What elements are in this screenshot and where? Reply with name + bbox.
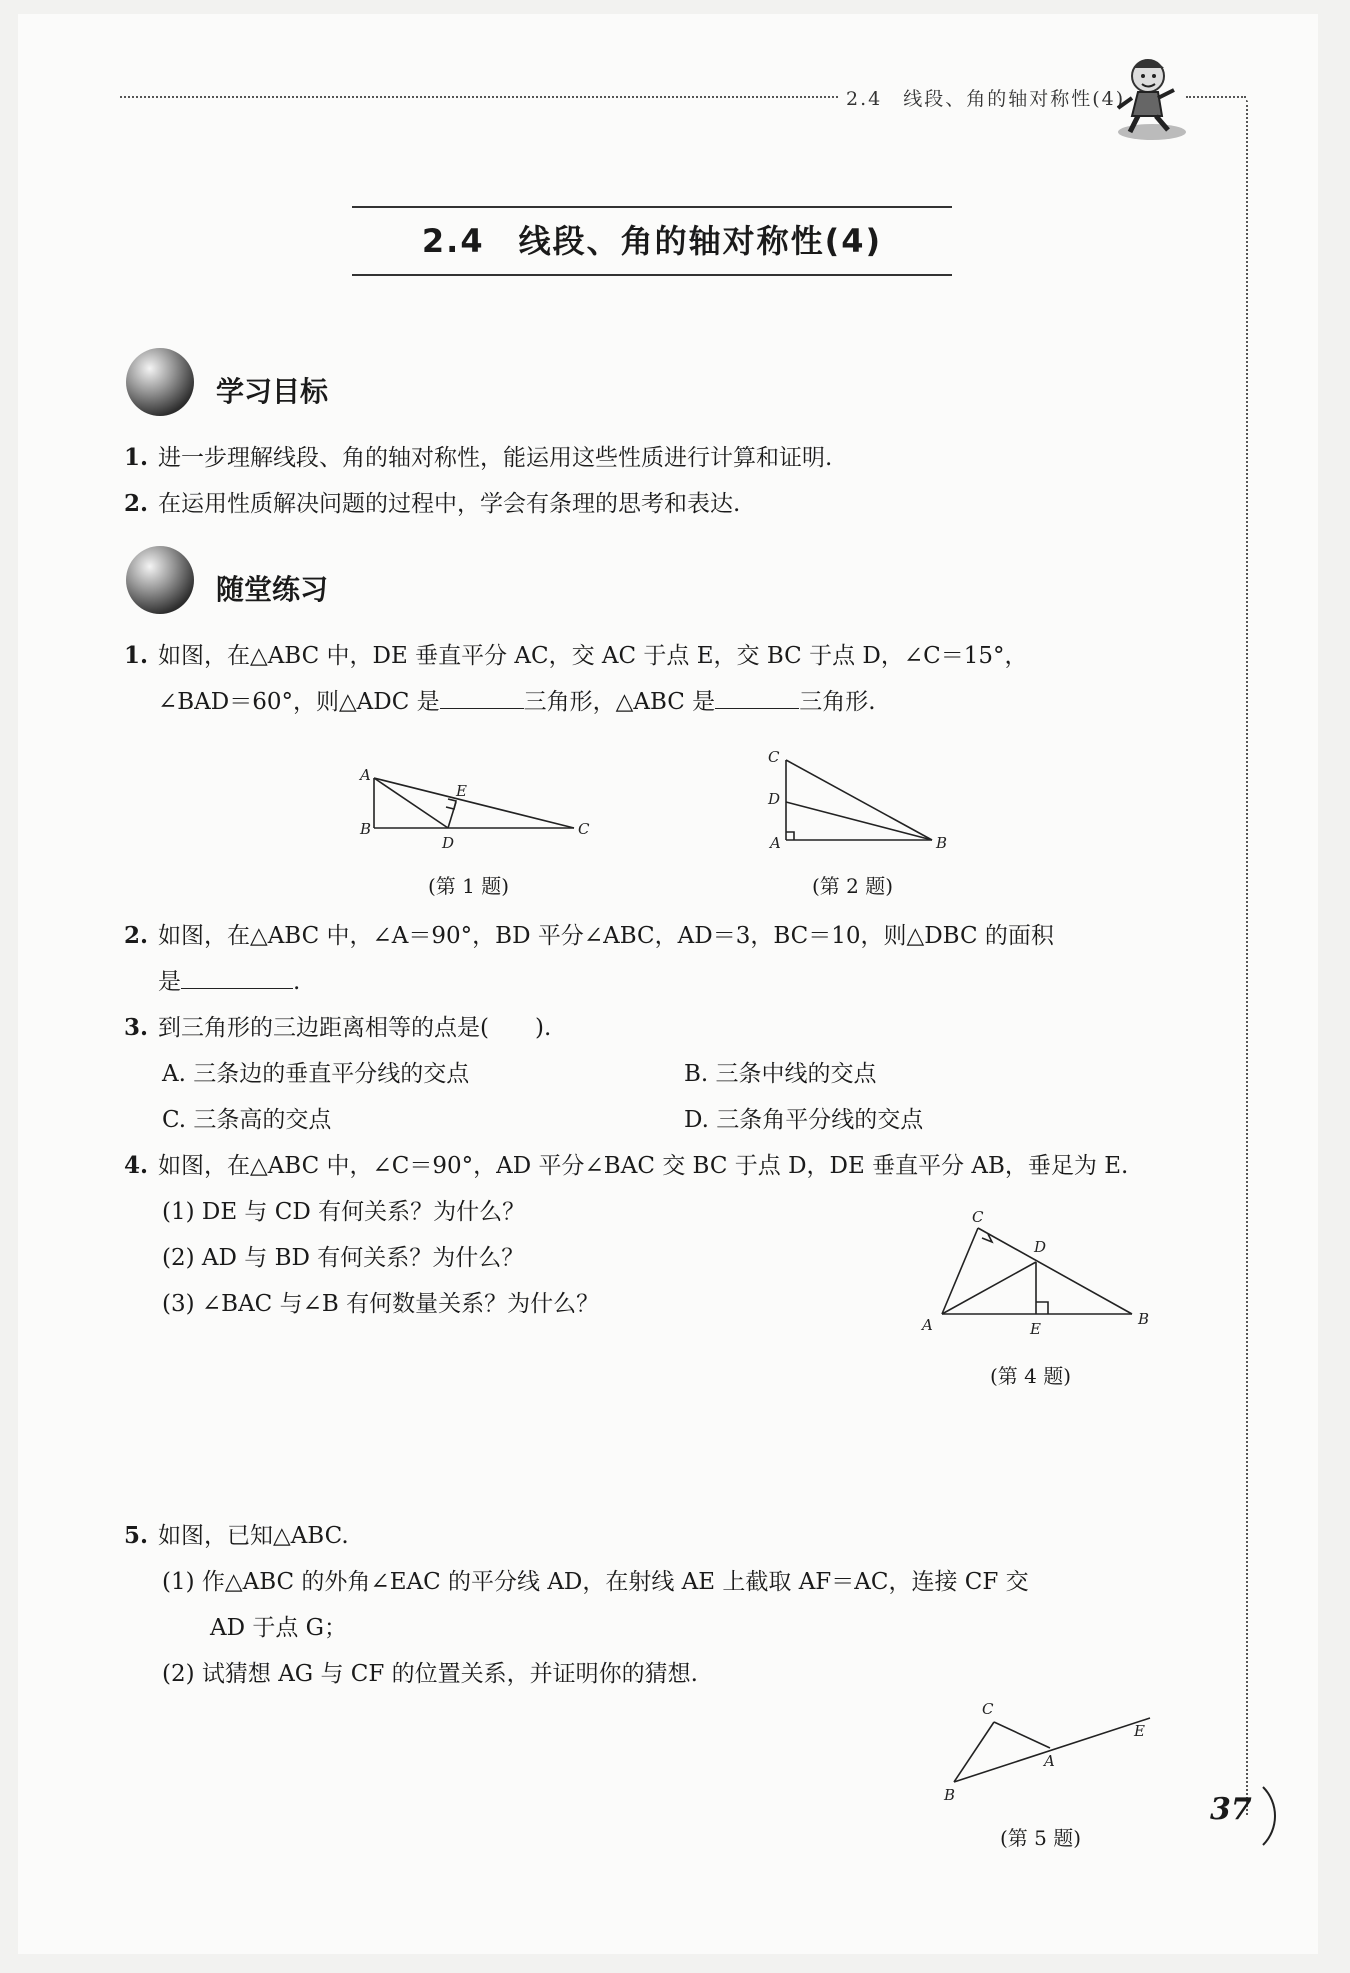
question-5-part1-line1: (1) 作△ABC 的外角∠EAC 的平分线 AD，在射线 AE 上截取 AF＝AC，连接 CF 交 [162, 1569, 1029, 1595]
figure-2-caption: (第 2 题) [812, 874, 894, 898]
question-5-part2: (2) 试猜想 AG 与 CF 的位置关系，并证明你的猜想. [162, 1661, 698, 1687]
figure-4 [910, 1208, 1160, 1338]
question-5-stem: 5. 如图，已知△ABC. [124, 1522, 349, 1549]
option-D[interactable]: D. 三条角平分线的交点 [684, 1107, 924, 1133]
label-E: E [1030, 1320, 1041, 1338]
question-4-part: (2) AD 与 BD 有何关系？为什么？ [162, 1245, 525, 1271]
figure-5-caption: (第 5 题) [1000, 1826, 1082, 1850]
label-B: B [936, 834, 948, 852]
question-4-stem: 4. 如图，在△ABC 中，∠C＝90°，AD 平分∠BAC 交 BC 于点 D，DE 垂直平分 AB，垂足为 E. [124, 1152, 1129, 1179]
label-B: B [1138, 1310, 1150, 1328]
question-2-line2: 是 . [158, 969, 301, 995]
answer-blank[interactable] [440, 688, 524, 709]
option-B[interactable]: B. 三条中线的交点 [684, 1061, 877, 1087]
label-C: C [768, 748, 780, 766]
label-A: A [922, 1316, 933, 1334]
label-B: B [944, 1786, 956, 1804]
label-D: D [442, 834, 455, 852]
label-E: E [1134, 1722, 1145, 1740]
label-B: B [360, 820, 372, 838]
figure-5 [930, 1696, 1160, 1806]
goal-item: 2. 在运用性质解决问题的过程中，学会有条理的思考和表达. [124, 490, 741, 517]
lesson-title: 2.4 线段、角的轴对称性(4) [421, 222, 883, 260]
question-3-stem: 3. 到三角形的三边距离相等的点是( ). [124, 1014, 552, 1041]
margin-rule [1246, 100, 1248, 1815]
page-number: 37 [1210, 1792, 1252, 1827]
figure-4-caption: (第 4 题) [990, 1364, 1072, 1388]
answer-blank[interactable] [181, 968, 293, 989]
goal-item: 1. 进一步理解线段、角的轴对称性，能运用这些性质进行计算和证明. [124, 444, 833, 471]
sphere-icon [126, 348, 194, 416]
label-A: A [770, 834, 781, 852]
question-4-part: (1) DE 与 CD 有何关系？为什么？ [162, 1199, 526, 1225]
figure-1-caption: (第 1 题) [428, 874, 510, 898]
practice-heading: 随堂练习 [216, 573, 329, 606]
label-D: D [1034, 1238, 1047, 1256]
label-C: C [578, 820, 590, 838]
question-1-line1: 1. 如图，在△ABC 中，DE 垂直平分 AC，交 AC 于点 E，交 BC 于点 D，∠C＝15°， [124, 642, 1028, 669]
answer-blank[interactable] [715, 688, 799, 709]
mascot-icon [1110, 54, 1190, 144]
question-5-part1-line2: AD 于点 G； [210, 1615, 348, 1641]
header-rule-right [1186, 96, 1246, 98]
label-A: A [1044, 1752, 1055, 1770]
header-rule [120, 96, 838, 98]
figure-2 [756, 744, 966, 862]
figure-1 [352, 762, 602, 862]
question-4-part: (3) ∠BAC 与∠B 有何数量关系？为什么？ [162, 1291, 600, 1317]
label-C: C [982, 1700, 994, 1718]
label-A: A [360, 766, 371, 784]
label-C: C [972, 1208, 984, 1226]
label-E: E [456, 782, 467, 800]
running-title: 2.4 线段、角的轴对称性(4) [846, 88, 1126, 110]
option-A[interactable]: A. 三条边的垂直平分线的交点 [162, 1061, 470, 1087]
question-2-line1: 2. 如图，在△ABC 中，∠A＝90°，BD 平分∠ABC，AD＝3，BC＝10，则△DBC 的面积 [124, 922, 1054, 949]
globe-icon [126, 546, 194, 614]
question-1-line2: ∠BAD＝60°，则△ADC 是 三角形，△ABC 是 三角形. [158, 689, 876, 715]
label-D: D [768, 790, 781, 808]
goals-heading: 学习目标 [216, 375, 329, 408]
lesson-title-box [352, 206, 952, 276]
option-C[interactable]: C. 三条高的交点 [162, 1107, 332, 1133]
